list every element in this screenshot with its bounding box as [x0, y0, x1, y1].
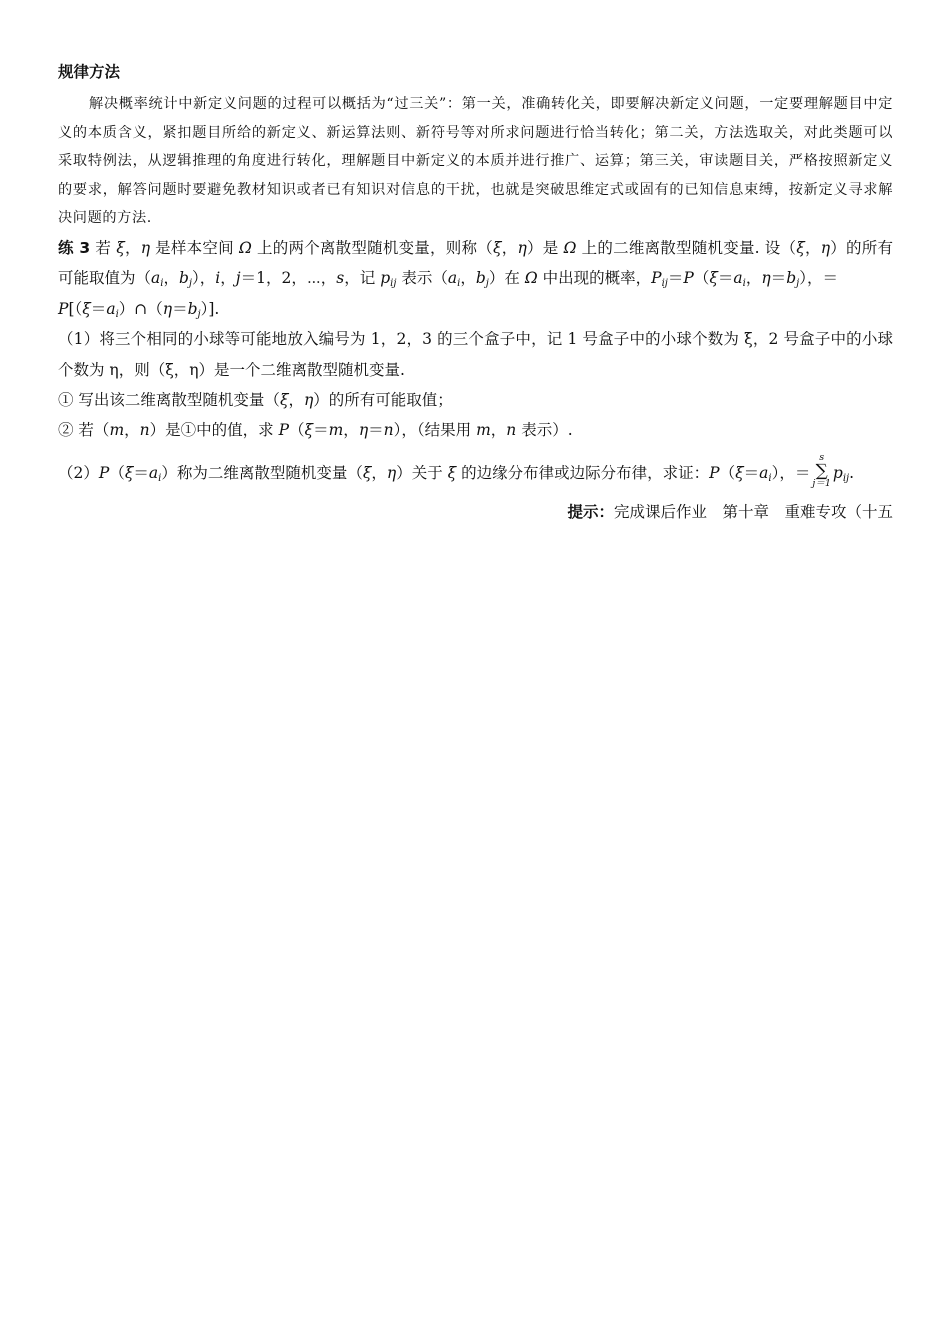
- text: ）是①中的值，求: [149, 421, 279, 440]
- text: ）称为二维离散型随机变量（: [161, 463, 363, 482]
- exercise-intro: [58, 233, 893, 324]
- text: ，: [124, 421, 140, 440]
- var-P: P: [709, 463, 720, 482]
- text: （结果用: [416, 421, 477, 440]
- var-m: m: [109, 421, 125, 440]
- text: ），: [799, 269, 823, 288]
- text: ），: [771, 463, 795, 482]
- var-omega: Ω: [563, 238, 577, 257]
- text: ）].: [200, 299, 220, 318]
- text: [（: [68, 299, 83, 318]
- var-p: p: [832, 463, 843, 482]
- hint-text: 完成课后作业 第十章 重难专攻（十五: [613, 503, 893, 522]
- text: ）∩（: [118, 299, 163, 318]
- text: （: [693, 269, 710, 288]
- text: ＝: [794, 463, 811, 482]
- var-s: s: [336, 269, 345, 288]
- var-i: i: [215, 269, 221, 288]
- text: ，: [804, 238, 821, 257]
- text: ，: [501, 238, 518, 257]
- page-content: [58, 60, 893, 527]
- text: ② 若（: [58, 421, 110, 440]
- sub-i: i: [158, 472, 162, 484]
- text: ＝: [172, 299, 188, 318]
- var-a: a: [447, 269, 458, 288]
- var-P: P: [58, 299, 69, 318]
- text: ）的所有可能取值；: [313, 391, 453, 409]
- var-xi: ξ: [279, 391, 289, 409]
- var-eta: η: [820, 238, 831, 257]
- var-b: b: [178, 269, 189, 288]
- var-b: b: [187, 299, 198, 318]
- exercise-label: 练 3: [58, 238, 91, 257]
- text: ＝: [822, 269, 839, 288]
- text: 若: [90, 238, 117, 257]
- var-xi: ξ: [735, 463, 744, 482]
- text: ）是: [526, 238, 564, 257]
- var-xi: ξ: [116, 238, 125, 257]
- var-eta: η: [761, 269, 771, 288]
- hint-label: 提示：: [567, 503, 614, 522]
- part1-intro: （1）将三个相同的小球等可能地放入编号为 1，2，3 的三个盒子中，记 1 号盒子中的小球个数为 ξ，2 号盒子中的小球个数为 η，则（ξ，η）是一个二维离散型随机变量.: [58, 330, 893, 379]
- text: ① 写出该二维离散型随机变量（: [58, 391, 280, 409]
- var-n: n: [139, 421, 150, 440]
- summation: [812, 453, 831, 488]
- var-n: n: [383, 421, 394, 440]
- text: ＝: [368, 421, 384, 440]
- sub-j: j: [485, 278, 489, 290]
- text: ＝: [743, 463, 760, 482]
- var-xi: ξ: [447, 463, 457, 482]
- var-omega: Ω: [238, 238, 252, 257]
- part2-question: [58, 452, 893, 492]
- var-xi: ξ: [124, 463, 134, 482]
- sigma-symbol: ∑: [815, 460, 828, 481]
- sub-ij: ij: [390, 278, 397, 290]
- part1-question2: [58, 415, 893, 445]
- sub-j: j: [197, 308, 201, 320]
- text: ）的所有可能取值为（: [58, 238, 893, 288]
- var-xi: ξ: [82, 299, 91, 318]
- var-b: b: [786, 269, 797, 288]
- text: ＝: [313, 421, 329, 440]
- text: ，记: [344, 269, 381, 288]
- var-a: a: [148, 463, 159, 482]
- text: .: [849, 463, 855, 482]
- var-xi: ξ: [796, 238, 805, 257]
- text: （: [109, 463, 125, 482]
- text: ）关于: [396, 463, 448, 482]
- var-a: a: [759, 463, 769, 482]
- var-P: P: [278, 421, 290, 440]
- text: 表示）.: [516, 421, 573, 440]
- text: 的边缘分布律或边际分布律，求证：: [456, 463, 710, 482]
- text: 中出现的概率，: [537, 269, 652, 288]
- var-eta: η: [304, 391, 314, 409]
- sub-ij: ij: [661, 278, 668, 290]
- var-eta: η: [140, 238, 151, 257]
- text: ），: [393, 421, 417, 440]
- var-P: P: [651, 269, 662, 288]
- text: ＝1，2，⋯，: [240, 269, 337, 288]
- var-P: P: [683, 269, 694, 288]
- var-xi: ξ: [362, 463, 372, 482]
- sub-i: i: [457, 278, 461, 290]
- part1-question1: [58, 385, 893, 415]
- sub-ij: ij: [842, 472, 850, 484]
- text: （: [719, 463, 736, 482]
- var-n: n: [506, 421, 517, 440]
- text: ＝: [133, 463, 149, 482]
- var-a: a: [106, 299, 116, 318]
- text: ）在: [488, 269, 525, 288]
- sum-upper: s: [819, 452, 825, 464]
- var-xi: ξ: [492, 238, 502, 257]
- text: ，: [288, 391, 304, 409]
- sub-i: i: [742, 278, 746, 290]
- var-a: a: [733, 269, 743, 288]
- sub-i: i: [115, 308, 119, 320]
- var-m: m: [476, 421, 491, 440]
- var-eta: η: [386, 463, 397, 482]
- method-heading: 规律方法: [58, 63, 121, 81]
- var-eta: η: [358, 421, 369, 440]
- hint-line: [58, 497, 893, 527]
- text: ＝: [90, 299, 107, 318]
- sub-i: i: [160, 278, 164, 290]
- text: ，: [163, 269, 179, 288]
- text: ，: [371, 463, 387, 482]
- sum-lower: j＝1: [812, 477, 831, 489]
- var-a: a: [151, 269, 161, 288]
- sub-i: i: [768, 472, 772, 484]
- var-xi: ξ: [304, 421, 314, 440]
- var-eta: η: [517, 238, 527, 257]
- text: 上的两个离散型随机变量，则称（: [251, 238, 493, 257]
- var-eta: η: [162, 299, 173, 318]
- text: ＝: [770, 269, 787, 288]
- var-j: j: [235, 269, 241, 288]
- text: ，: [745, 269, 762, 288]
- var-xi: ξ: [709, 269, 718, 288]
- text: 表示（: [396, 269, 448, 288]
- text: ，: [490, 421, 507, 440]
- method-paragraph: 解决概率统计中新定义问题的过程可以概括为“过三关”：第一关，准确转化关，即要解决新定义问题，一定要理解题目中定义的本质含义，紧扣题目所给的新定义、新运算法则、新符号等对所求问题进行恰当转化；第二关，方法选取关，对此类题可以采取特例法，从逻辑推理的角度进行转化，理解题目中新定义的本质并进行推广、运算；第三关，审读题目关，严格按照新定义的要求，解答问题时要避免教材知识或者已有知识对信息的干扰，也就是突破思维定式或固有的已知信息束缚，按新定义寻求解决问题的方法.: [58, 96, 893, 227]
- sub-j: j: [796, 278, 800, 290]
- text: ，: [460, 269, 476, 288]
- text: （: [289, 421, 305, 440]
- text: ，: [220, 269, 236, 288]
- text: ＝: [667, 269, 684, 288]
- text: ，: [124, 238, 141, 257]
- text: ，: [343, 421, 359, 440]
- var-omega: Ω: [524, 269, 538, 288]
- sub-j: j: [188, 278, 193, 290]
- text: （2）: [58, 463, 99, 482]
- var-m: m: [328, 421, 344, 440]
- var-b: b: [475, 269, 486, 288]
- text: ＝: [717, 269, 734, 288]
- var-p: p: [380, 269, 391, 288]
- text: 是样本空间: [150, 238, 239, 257]
- var-P: P: [98, 463, 110, 482]
- text: ），: [192, 269, 216, 288]
- text: 上的二维离散型随机变量. 设（: [576, 238, 797, 257]
